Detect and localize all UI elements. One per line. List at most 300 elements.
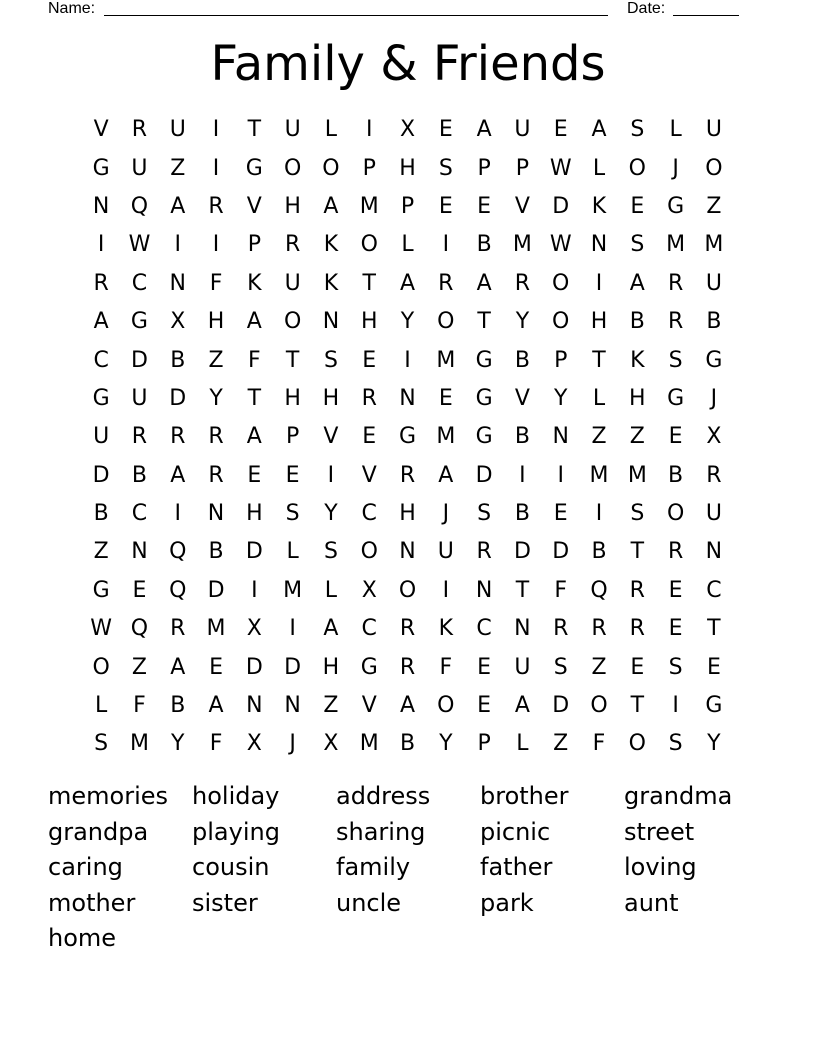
word-list-item: caring [48,853,123,881]
grid-cell: E [668,424,683,450]
grid-cell: K [630,347,645,373]
grid-cell: R [667,539,684,565]
grid-cell: N [284,693,301,719]
grid-cell: N [590,232,608,258]
grid-cell: Z [706,193,722,219]
grid-cell: Q [590,577,608,603]
grid-cell: A [93,309,109,335]
grid-cell: W [549,155,572,181]
grid-cell: N [399,385,416,411]
grid-cell: T [477,309,491,335]
grid-cell: P [477,155,491,181]
grid-cell: S [323,539,338,565]
grid-cell: M [627,462,647,488]
grid-cell: U [437,539,454,565]
grid-cell: P [400,193,415,219]
word-list-item: sharing [336,817,426,846]
grid-cell: A [399,693,416,719]
grid-cell: P [247,232,261,258]
grid-cell: Z [170,155,186,181]
grid-cell: Z [323,693,339,719]
grid-cell: B [476,232,492,258]
grid-cell: J [442,501,450,527]
grid-cell: G [398,424,417,450]
grid-cell: O [283,155,302,181]
grid-cell: H [322,654,340,680]
grid-cell: G [245,155,263,181]
grid-cell: P [477,731,491,757]
grid-cell: P [362,155,376,181]
grid-cell: U [705,270,722,296]
grid-cell: R [208,193,224,219]
grid-cell: B [514,347,530,373]
grid-cell: O [705,155,723,181]
grid-cell: R [667,309,684,335]
grid-cell: I [365,117,373,143]
grid-cell: D [284,654,302,680]
grid-cell: D [130,347,148,373]
grid-cell: G [130,309,148,335]
grid-cell: M [436,424,456,450]
grid-cell: L [95,693,108,719]
grid-cell: Y [707,731,721,757]
grid-cell: N [552,424,569,450]
grid-cell: R [93,270,109,296]
word-list-item: cousin [192,853,270,881]
grid-row [82,418,734,456]
grid-cell: J [672,155,679,181]
word-list-item: family [336,853,411,881]
grid-cell: E [477,654,492,680]
word-list-item: memories [48,782,169,810]
grid-cell: S [323,347,338,373]
grid-row [82,226,734,264]
grid-cell: E [668,577,683,603]
grid-cell: Q [169,577,187,603]
grid-cell: W [128,232,151,258]
grid-cell: R [553,616,569,642]
grid-cell: G [92,385,110,411]
grid-cell: I [557,462,564,488]
grid-cell: A [591,117,607,143]
grid-cell: S [630,501,645,527]
grid-cell: H [399,501,416,527]
grid-row [82,111,734,149]
grid-cell: O [552,270,570,296]
grid-cell: O [360,232,378,258]
grid-cell: C [93,347,109,373]
grid-cell: B [514,424,530,450]
grid-cell: N [475,577,493,603]
grid-cell: Y [324,501,338,527]
page-title: Family & Friends [210,36,606,92]
grid-cell: W [90,616,113,642]
grid-cell: T [630,693,645,719]
grid-cell: A [399,270,416,296]
grid-cell: S [630,232,645,258]
word-list-item: address [336,782,431,810]
grid-cell: D [552,193,570,219]
grid-cell: D [552,693,570,719]
grid-cell: G [92,155,110,181]
grid-row [82,380,734,418]
grid-cell: S [94,731,109,757]
grid-row [82,495,734,533]
grid-cell: V [514,385,530,411]
grid-row [82,572,734,610]
grid-cell: V [93,117,109,143]
grid-cell: I [174,501,181,527]
grid-cell: I [519,462,526,488]
word-list-item: home [48,924,117,952]
grid-cell: E [553,501,568,527]
grid-cell: E [630,654,645,680]
grid-cell: X [399,117,416,143]
grid-cell: L [669,117,682,143]
grid-cell: B [591,539,607,565]
word-list-item: park [480,888,534,917]
grid-cell: E [668,616,683,642]
grid-cell: K [323,232,339,258]
word-list [48,779,778,957]
grid-cell: H [284,193,301,219]
grid-cell: D [92,462,110,488]
grid-cell: K [591,193,607,219]
grid-cell: T [707,616,721,642]
grid-cell: M [206,616,226,642]
grid-cell: I [327,462,335,488]
grid-cell: D [513,539,531,565]
grid-row [82,265,734,303]
grid-cell: C [361,616,377,642]
grid-cell: Q [130,193,149,219]
grid-cell: A [476,270,492,296]
grid-cell: T [515,577,530,603]
grid-row [82,725,734,763]
grid-cell: L [592,385,606,411]
grid-cell: C [131,270,148,296]
grid-cell: R [361,385,377,411]
grid-cell: U [93,424,110,450]
name-blank-line [104,15,608,16]
grid-cell: O [322,155,340,181]
grid-cell: M [704,232,724,258]
grid-row [82,457,734,495]
grid-cell: I [251,577,258,603]
grid-cell: W [549,232,572,258]
grid-cell: N [399,539,416,565]
grid-cell: Z [208,347,224,373]
grid-cell: Q [130,616,149,642]
grid-cell: E [438,193,453,219]
grid-cell: E [438,117,453,143]
grid-cell: D [245,539,263,565]
grid-cell: B [170,693,186,719]
grid-cell: H [629,385,646,411]
grid-cell: F [209,731,223,757]
grid-cell: B [706,309,722,335]
grid-cell: E [438,385,453,411]
grid-cell: G [475,347,493,373]
grid-cell: I [212,117,220,143]
grid-cell: M [589,462,609,488]
grid-cell: R [438,270,454,296]
grid-cell: O [437,309,455,335]
grid-cell: K [323,270,339,296]
grid-cell: G [705,693,723,719]
grid-row [82,533,734,571]
grid-cell: U [514,654,531,680]
grid-row [82,687,734,725]
word-list-item: street [624,817,695,846]
grid-cell: M [436,347,456,373]
grid-cell: J [710,385,718,411]
grid-cell: X [706,424,722,450]
grid-cell: D [245,654,263,680]
grid-cell: E [553,117,568,143]
grid-row [82,188,734,226]
word-list-item: loving [624,853,697,881]
grid-cell: O [437,693,455,719]
grid-cell: F [439,654,453,680]
grid-cell: I [404,347,411,373]
grid-cell: X [361,577,377,603]
grid-cell: U [131,385,148,411]
grid-cell: A [514,693,530,719]
grid-cell: C [706,577,722,603]
grid-cell: H [207,309,225,335]
grid-cell: G [667,193,685,219]
grid-cell: H [246,501,263,527]
grid-cell: A [246,309,262,335]
grid-cell: Z [629,424,645,450]
grid-cell: X [246,731,262,757]
grid-cell: L [324,117,338,143]
grid-cell: N [514,616,531,642]
header-line [48,0,748,18]
letter-grid [82,111,734,764]
grid-cell: H [360,309,378,335]
grid-cell: R [591,616,607,642]
grid-cell: S [553,654,568,680]
grid-cell: S [668,731,683,757]
word-list-item: grandpa [48,817,149,846]
word-list-item: brother [480,782,569,810]
grid-cell: I [289,616,296,642]
grid-cell: Y [171,731,185,757]
grid-cell: O [360,539,378,565]
grid-cell: D [552,539,570,565]
grid-cell: G [360,654,378,680]
grid-cell: R [629,616,645,642]
name-label: Name: [48,0,96,17]
grid-cell: G [667,385,685,411]
grid-cell: R [399,654,416,680]
grid-cell: X [170,309,186,335]
grid-cell: U [705,501,722,527]
grid-cell: E [630,193,645,219]
grid-cell: L [401,232,414,258]
grid-cell: K [247,270,262,296]
grid-cell: G [705,347,723,373]
grid-cell: F [592,731,606,757]
grid-cell: H [322,385,340,411]
grid-cell: O [666,501,685,527]
grid-cell: O [92,654,110,680]
grid-cell: A [170,462,186,488]
grid-cell: X [246,616,262,642]
grid-cell: B [514,501,530,527]
grid-cell: N [92,193,110,219]
grid-cell: R [629,577,645,603]
grid-cell: O [628,731,646,757]
grid-cell: M [359,193,379,219]
grid-cell: T [592,347,606,373]
grid-cell: C [131,501,148,527]
grid-cell: D [475,462,493,488]
grid-cell: A [170,654,186,680]
grid-row [82,303,734,341]
grid-cell: E [362,424,377,450]
grid-cell: E [285,462,300,488]
grid-cell: O [552,309,570,335]
word-list-item: holiday [192,782,280,810]
grid-cell: P [285,424,300,450]
grid-cell: G [475,424,493,450]
grid-cell: T [247,117,262,143]
word-list-item: picnic [480,817,551,846]
grid-cell: R [667,270,684,296]
grid-cell: S [630,117,645,143]
grid-cell: A [476,117,492,143]
grid-cell: Z [553,731,569,757]
grid-cell: S [668,654,683,680]
grid-cell: U [131,155,148,181]
grid-cell: C [361,501,377,527]
grid-cell: E [209,654,223,680]
grid-cell: N [322,309,340,335]
grid-cell: Y [439,731,453,757]
grid-cell: R [170,424,186,450]
grid-cell: I [595,501,603,527]
grid-cell: F [248,347,261,373]
grid-cell: M [512,232,532,258]
grid-cell: Z [131,654,147,680]
grid-cell: E [477,693,492,719]
grid-cell: U [284,117,301,143]
grid-cell: Y [400,309,415,335]
grid-cell: K [438,616,454,642]
grid-cell: I [595,270,603,296]
grid-cell: R [514,270,531,296]
grid-cell: L [324,577,338,603]
grid-cell: R [208,424,224,450]
date-label: Date: [627,0,666,17]
word-list-item: sister [192,888,258,917]
date-blank-line [673,15,739,16]
grid-cell: T [247,385,262,411]
grid-cell: L [592,155,606,181]
grid-cell: Y [515,309,530,335]
grid-cell: I [442,232,450,258]
grid-cell: R [284,232,301,258]
grid-cell: D [207,577,225,603]
grid-cell: A [323,616,339,642]
grid-row [82,341,734,379]
grid-cell: B [93,501,109,527]
grid-cell: I [174,232,181,258]
grid-cell: O [590,693,608,719]
grid-cell: J [289,731,296,757]
grid-cell: B [629,309,645,335]
grid-cell: B [131,462,147,488]
grid-cell: B [170,347,186,373]
word-list-item: mother [48,888,136,917]
grid-cell: V [514,193,530,219]
grid-cell: X [323,731,339,757]
grid-cell: Z [93,539,109,565]
grid-cell: R [399,462,416,488]
grid-cell: L [286,539,299,565]
word-list-item: playing [192,817,280,846]
word-list-item: grandma [624,782,733,810]
grid-cell: O [283,309,302,335]
grid-cell: F [554,577,568,603]
grid-cell: T [630,539,645,565]
grid-cell: N [705,539,723,565]
grid-row [82,149,734,187]
grid-cell: B [208,539,224,565]
grid-cell: M [283,577,303,603]
grid-cell: P [515,155,530,181]
grid-cell: H [284,385,301,411]
grid-cell: R [131,424,148,450]
grid-cell: A [438,462,454,488]
grid-cell: S [438,155,453,181]
grid-cell: V [361,693,377,719]
grid-cell: V [361,462,377,488]
word-list-item: aunt [624,888,679,917]
grid-cell: R [476,539,492,565]
grid-row [82,648,734,686]
word-list-item: uncle [336,888,402,917]
grid-cell: M [359,731,379,757]
grid-cell: E [247,462,262,488]
grid-cell: A [323,193,339,219]
grid-cell: T [285,347,300,373]
grid-cell: R [399,616,416,642]
grid-cell: U [169,117,186,143]
grid-cell: E [132,577,147,603]
grid-cell: I [442,577,450,603]
grid-cell: O [398,577,417,603]
grid-cell: A [629,270,645,296]
grid-cell: I [672,693,679,719]
grid-cell: O [628,155,646,181]
grid-cell: R [131,117,148,143]
grid-cell: V [246,193,262,219]
grid-cell: S [285,501,300,527]
grid-cell: F [133,693,146,719]
grid-cell: M [666,232,686,258]
grid-cell: Q [169,539,187,565]
grid-cell: Z [591,424,607,450]
grid-cell: E [706,654,721,680]
grid-cell: H [590,309,608,335]
grid-cell: G [92,577,110,603]
grid-row [82,610,734,648]
grid-cell: U [284,270,301,296]
